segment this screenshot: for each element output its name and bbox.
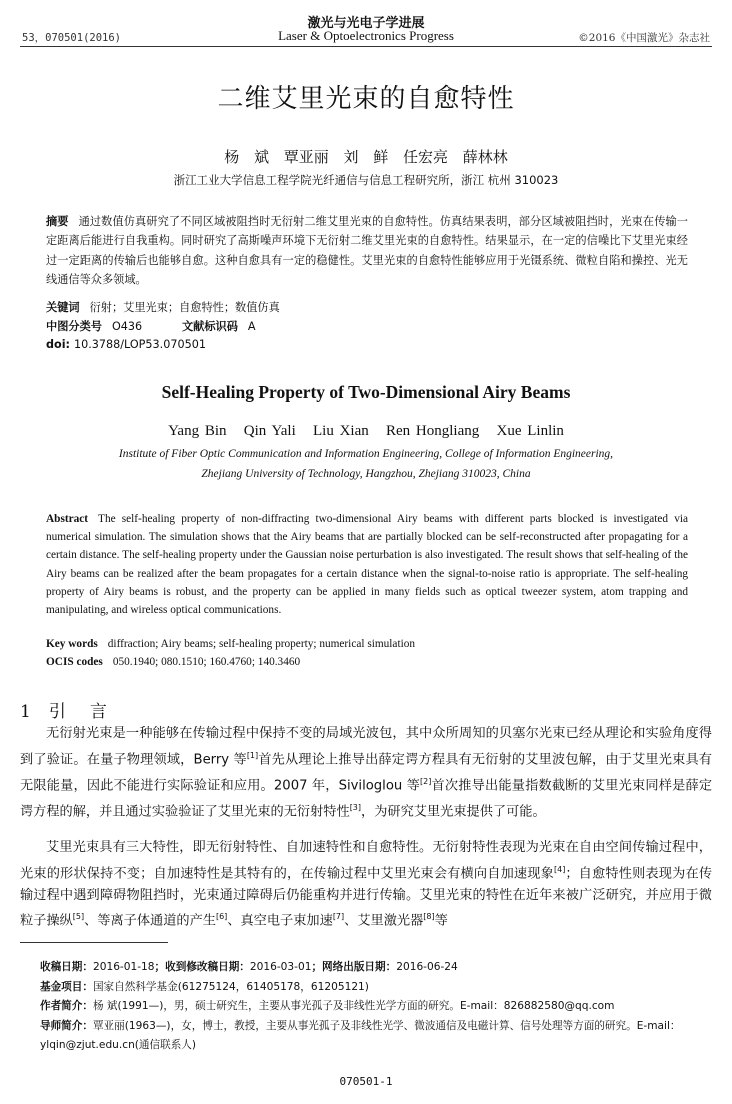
fund-label: 基金项目： [40,980,93,993]
header-copyright: ©2016《中国激光》杂志社 [578,32,710,44]
citation-ref-5[interactable]: [5] [72,912,85,922]
footnote-rule [20,942,168,943]
abstract-cn [46,212,688,289]
author-label: 作者简介： [40,1000,93,1012]
doc-code-value: A [247,320,256,333]
para1-text-1: 无衍射光束是一种能够在传输过程中保持不变的局域光波包，其中众所周知的贝塞尔光束已经从理论和实验角度得到了验证。在量子物理领域，Berry 等 [20,726,712,767]
revised-label: ；收到修改稿日期： [154,961,250,973]
affiliation-cn: 浙江工业大学信息工程学院光纤通信与信息工程研究所，浙江 杭州 310023 [173,173,559,187]
header-citation: 53，070501(2016) [22,32,122,44]
keywords-en-text: diffraction; Airy beams; self-healing property; numerical simulation [107,638,416,650]
paragraph-1 [20,723,712,823]
para2-text-2: ；自愈特性则表现为在传输过程中遇到障碍物阻挡时，光束通过障碍后仍能重构并进行传输。艾里光束的特性在近年来被广泛研究，并应用于微粒子操纵 [20,865,713,929]
keywords-en-label: Key words [46,638,98,650]
footnote-advisor [20,1017,720,1056]
para1-text-2: 首先从理论上推导出薛定谔方程具有无衍射的艾里波包解，由于艾里光束具有无限能量，因此不能进行实际验证和应用。2007 年，Siviloglou 等 [20,751,712,793]
received-label: 收稿日期： [40,961,93,973]
clc-value: O436 [111,320,143,333]
citation-ref-1[interactable]: [1] [246,750,259,760]
ocis-label: OCIS codes [46,656,103,668]
page-number: 070501-1 [339,1075,393,1088]
para2-text-4: 、真空电子束加速 [227,913,333,929]
citation-ref-3[interactable]: [3] [349,802,362,812]
para1-text-4: ，为研究艾里光束提供了可能。 [361,803,546,819]
keywords-cn-label: 关键词 [46,301,80,314]
abstract-en [46,510,688,619]
abstract-en-label: Abstract [46,513,89,525]
advisor-label: 导师简介： [40,1019,93,1032]
author-text: 杨 斌(1991—)，男，硕士研究生，主要从事光孤子及非线性光学方面的研究。E-mail：826882580@qq.com [92,1000,615,1012]
footnote-author [20,997,720,1017]
doc-code-label: 文献标识码 [181,320,238,333]
authors-en: Yang Bin Qin Yali Liu Xian Ren Hongliang Xue Linlin [168,423,564,439]
citation-ref-7[interactable]: [7] [332,912,345,922]
citation-ref-2[interactable]: [2] [420,776,432,786]
affiliation-en-line2: Zhejiang University of Technology, Hangzhou, Zhejiang 310023, China [201,468,531,480]
section-number: 1 [20,702,31,722]
authors-cn: 杨 斌 覃亚丽 刘 鲜 任宏亮 薛林林 [224,148,508,166]
paper-title-en: Self-Healing Property of Two-Dimensional Airy Beams [161,382,571,402]
clc-label: 中图分类号 [46,320,102,333]
doi-row [46,338,206,351]
citation-ref-8[interactable]: [8] [423,912,435,922]
ocis-text: 050.1940; 080.1510; 160.4760; 140.3460 [112,656,301,668]
header-rule [20,46,712,47]
fund-text: 国家自然科学基金(61275124，61405178，61205121) [92,980,369,993]
abstract-cn-text: 通过数值仿真研究了不同区域被阻挡时无衍射二维艾里光束的自愈特性。仿真结果表明，部分区域被阻挡时，光束在传输一定距离后能进行自我重构。同时研究了高斯噪声环境下无衍射二维艾里光束的自愈特性。结果显示，在一定的信噪比下艾里光束经过一定距离的传输后也能够自愈。这种自愈具有一定的稳健性。艾里光束的自愈特性能够应用于光镊系统、微粒自陷和操控、光无线通信等众多领域。 [46,215,688,286]
section-title: 引言 [48,702,131,722]
revised-date: 2016-03-01 [249,961,312,973]
para1-text-3: 首次推导出能量指数截断的艾里光束同样是薛定谔方程的解，并且通过实验验证了艾里光束的无衍射特性 [20,777,713,819]
classification-row [46,318,256,334]
paper-title-cn: 二维艾里光束的自愈特性 [217,84,515,114]
paragraph-2 [20,837,712,932]
online-date: 2016-06-24 [396,961,458,973]
online-label: ；网络出版日期： [311,961,397,973]
para2-text-6: 等 [434,913,448,929]
para2-text-3: 、等离子体通道的产生 [84,913,216,929]
journal-name-cn: 激光与光电子学进展 [307,16,425,31]
journal-name-en: Laser & Optoelectronics Progress [278,28,454,43]
keywords-cn [46,299,280,315]
abstract-en-text: The self-healing property of non-diffracting two-dimensional Airy beams with different parts blocked is investigated via numerical simulation. The simulation shows that the Airy beams that are partially blocked can be self-reconstructed after propagating for a certain distance. The self-healing property under the Gaussian noise perturbation is also investigated. The result shows that self-healing of the Airy beams can be realized after the beam propagates for a certain distance when the signal-to-noise ratio is appropriate. The self-healing property of Airy beams is robust, and the property can be applied in many fields such as optical tweezer system, atom trapping and manipulating, and wireless optical communications. [46,513,688,617]
advisor-text: 覃亚丽(1963—)，女，博士，教授，主要从事光孤子及非线性光学、微波通信及电磁计算、信号处理等方面的研究。E-mail：ylqin@zjut.edu.cn(通信联系人) [40,1019,681,1051]
doi-label: doi: [46,338,71,351]
footnote-fund [20,978,720,998]
para2-text-1: 艾里光束具有三大特性，即无衍射特性、自加速特性和自愈特性。无衍射特性表现为光束在自由空间传输过程中，光束的形状保持不变；自加速特性是其特有的，在传输过程中艾里光束会有横向自加速现象 [20,840,712,881]
para2-text-5: 、艾里激光器 [344,913,424,929]
keywords-cn-text: 衍射；艾里光束；自愈特性；数值仿真 [89,301,280,314]
citation-ref-6[interactable]: [6] [215,912,228,922]
affiliation-en-line1: Institute of Fiber Optic Communication and Information Engineering, College of Information Engineering, [118,448,614,460]
abstract-cn-label: 摘要 [46,215,69,228]
citation-ref-4[interactable]: [4] [553,864,566,874]
keywords-en [46,638,415,650]
received-date: 2016-01-18 [92,961,155,973]
ocis-row [46,656,300,668]
doi-value: 10.3788/LOP53.070501 [74,338,206,351]
section-heading [20,697,131,722]
footnotes [20,958,720,1056]
footnote-dates [20,958,720,978]
